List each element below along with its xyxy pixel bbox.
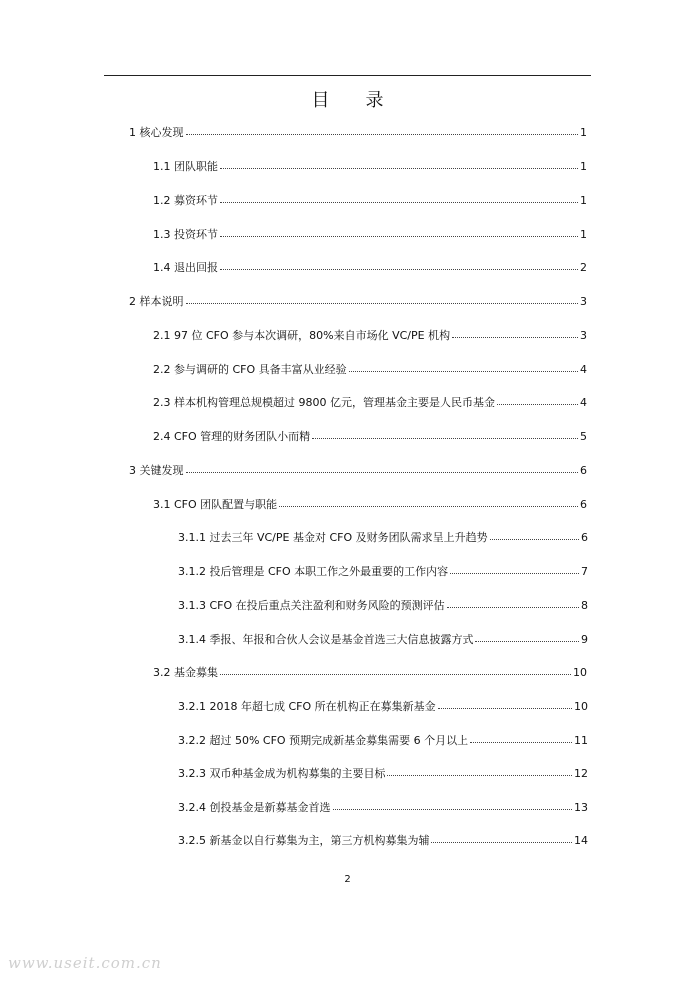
toc-entry-page: 1 [580, 228, 587, 241]
dot-leader [490, 528, 579, 540]
dot-leader [447, 596, 579, 608]
toc-entry-page: 9 [581, 633, 588, 646]
toc-entry-page: 3 [580, 329, 587, 342]
toc-entry[interactable] [178, 597, 588, 613]
toc-entry-page: 6 [580, 498, 587, 511]
toc-entry[interactable] [178, 765, 588, 781]
toc-entry[interactable] [178, 832, 588, 848]
toc-entry-text: 2 样本说明 [129, 295, 184, 308]
toc-entry-page: 5 [580, 430, 587, 443]
dot-leader [186, 292, 579, 304]
toc-entry[interactable] [153, 394, 587, 410]
toc-entry[interactable] [153, 327, 587, 343]
toc-entry[interactable] [129, 293, 587, 309]
dot-leader [220, 225, 578, 237]
dot-leader [220, 663, 571, 675]
dot-leader [312, 427, 578, 439]
toc-entry[interactable] [178, 732, 588, 748]
toc-entry-text: 3.1.4 季报、年报和合伙人会议是基金首选三大信息披露方式 [178, 633, 474, 646]
toc-entry-page: 3 [580, 295, 587, 308]
toc-entry[interactable] [153, 428, 587, 444]
toc-entry-page: 2 [580, 261, 587, 274]
toc-entry[interactable] [129, 462, 587, 478]
dot-leader [497, 393, 578, 405]
toc-entry-text: 3.1.1 过去三年 VC/PE 基金对 CFO 及财务团队需求呈上升趋势 [178, 531, 488, 544]
toc-entry-text: 3.2.2 超过 50% CFO 预期完成新基金募集需要 6 个月以上 [178, 734, 469, 747]
toc-entry-page: 6 [581, 531, 588, 544]
toc-entry-text: 1.1 团队职能 [153, 160, 218, 173]
toc-entry[interactable] [178, 698, 588, 714]
dot-leader [220, 258, 578, 270]
toc-entry[interactable] [153, 259, 587, 275]
toc-entry[interactable] [153, 226, 587, 242]
toc-entry-text: 3 关键发现 [129, 464, 184, 477]
toc-entry[interactable] [153, 664, 587, 680]
watermark: www.useit.com.cn [8, 954, 162, 972]
toc-entry-text: 3.2.3 双币种基金成为机构募集的主要目标 [178, 767, 386, 780]
toc-entry-text: 2.2 参与调研的 CFO 具备丰富从业经验 [153, 363, 347, 376]
toc-entry[interactable] [153, 158, 587, 174]
toc-entry[interactable] [178, 529, 588, 545]
dot-leader [333, 798, 573, 810]
toc-entry-text: 2.4 CFO 管理的财务团队小而精 [153, 430, 311, 443]
toc-entry-text: 3.2 基金募集 [153, 666, 218, 679]
dot-leader [438, 697, 572, 709]
toc-entry-text: 1.4 退出回报 [153, 261, 218, 274]
dot-leader [186, 123, 579, 135]
toc-entry-text: 3.1 CFO 团队配置与职能 [153, 498, 278, 511]
dot-leader [387, 764, 572, 776]
toc-entry-page: 10 [574, 700, 588, 713]
toc-entry-text: 2.1 97 位 CFO 参与本次调研，80%来自市场化 VC/PE 机构 [153, 329, 451, 342]
toc-entry-text: 3.1.2 投后管理是 CFO 本职工作之外最重要的工作内容 [178, 565, 449, 578]
toc-title [0, 86, 695, 112]
toc-entry-page: 8 [581, 599, 588, 612]
toc-entry-page: 1 [580, 194, 587, 207]
toc-entry-page: 7 [581, 565, 588, 578]
toc-entry-page: 13 [574, 801, 588, 814]
toc-entry[interactable] [129, 124, 587, 140]
toc-entry[interactable] [178, 631, 588, 647]
toc-entry[interactable] [178, 799, 588, 815]
toc-entry-page: 14 [574, 834, 588, 847]
toc-entry[interactable] [178, 563, 588, 579]
dot-leader [279, 495, 578, 507]
toc-entry-text: 3.2.5 新基金以自行募集为主，第三方机构募集为辅 [178, 834, 430, 847]
toc-entry-page: 11 [574, 734, 588, 747]
toc-entry-page: 1 [580, 160, 587, 173]
toc-entry-text: 1.3 投资环节 [153, 228, 218, 241]
header-rule [104, 75, 591, 76]
toc-entry-page: 10 [573, 666, 587, 679]
toc-entry-page: 4 [580, 396, 587, 409]
dot-leader [450, 562, 579, 574]
page-number: 2 [344, 874, 351, 885]
dot-leader [349, 360, 578, 372]
dot-leader [452, 326, 578, 338]
toc-entry-page: 1 [580, 126, 587, 139]
toc-title-left: 目 [311, 90, 330, 111]
dot-leader [220, 191, 578, 203]
toc-title-right: 录 [365, 90, 384, 111]
dot-leader [431, 831, 572, 843]
toc-entry[interactable] [153, 496, 587, 512]
toc-entry-text: 3.1.3 CFO 在投后重点关注盈利和财务风险的预测评估 [178, 599, 445, 612]
toc-entry-page: 6 [580, 464, 587, 477]
toc-entry[interactable] [153, 361, 587, 377]
toc-entry-page: 4 [580, 363, 587, 376]
dot-leader [186, 461, 579, 473]
dot-leader [475, 630, 579, 642]
toc-entry[interactable] [153, 192, 587, 208]
toc-entry-text: 3.2.1 2018 年超七成 CFO 所在机构正在募集新基金 [178, 700, 436, 713]
toc-entry-text: 1 核心发现 [129, 126, 184, 139]
dot-leader [470, 731, 572, 743]
toc-entry-text: 3.2.4 创投基金是新募基金首选 [178, 801, 331, 814]
toc-entry-text: 1.2 募资环节 [153, 194, 218, 207]
toc-entry-text: 2.3 样本机构管理总规模超过 9800 亿元，管理基金主要是人民币基金 [153, 396, 495, 409]
toc-entry-page: 12 [574, 767, 588, 780]
dot-leader [220, 157, 578, 169]
